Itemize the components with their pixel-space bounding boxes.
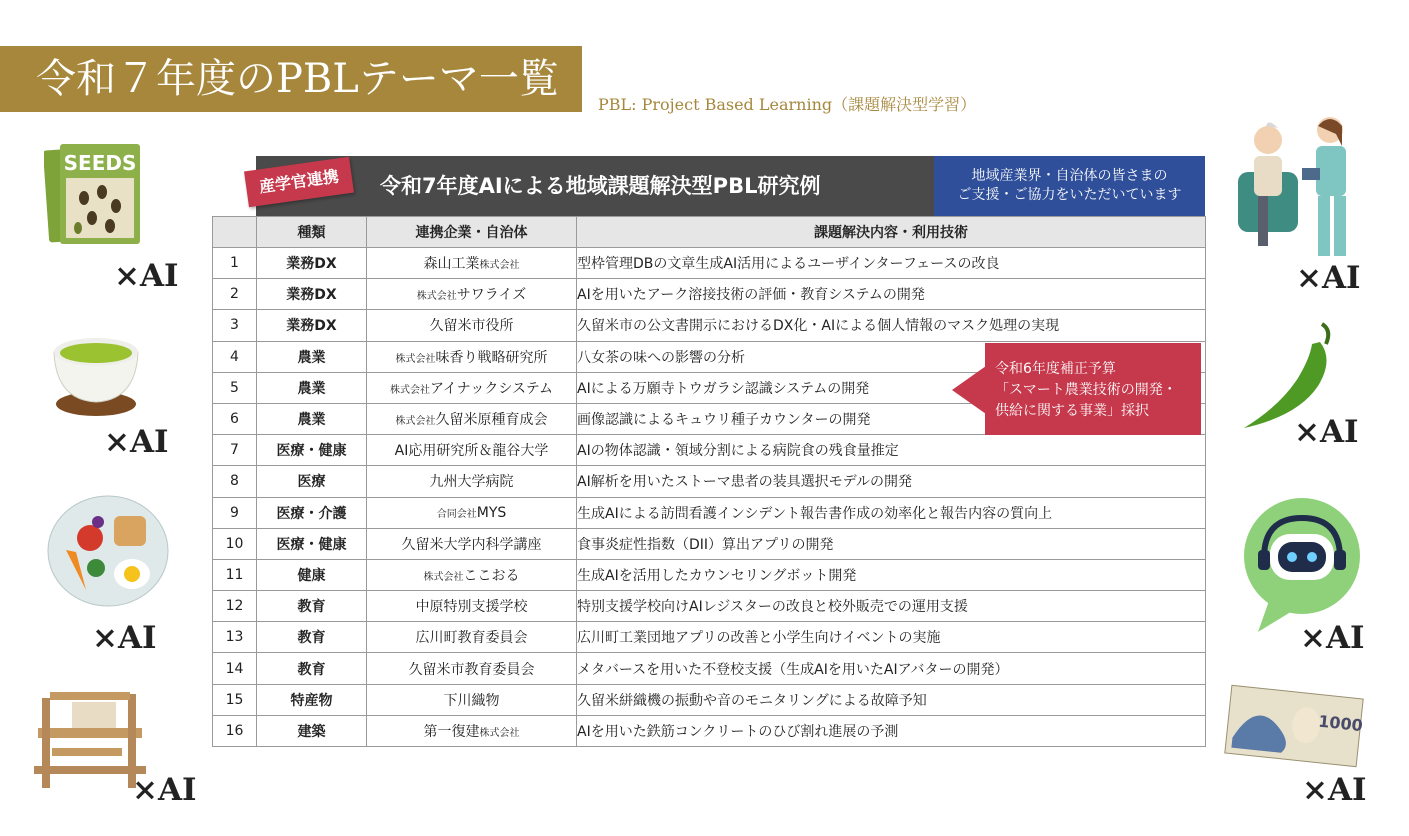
row-number: 5	[213, 372, 257, 403]
row-partner	[367, 435, 577, 466]
row-description: AIによる万願寺トウガラシ認識システムの開発	[577, 372, 1206, 403]
table-row	[213, 591, 1206, 622]
times-ai-label-5: ×AI	[1296, 260, 1361, 296]
row-number: 4	[213, 341, 257, 372]
column-header-number	[213, 217, 257, 248]
partner-name: MYS	[476, 504, 507, 521]
caregiver-patient-icon	[1238, 112, 1364, 262]
table-row	[213, 279, 1206, 310]
table-row	[213, 622, 1206, 653]
row-category: 健康	[257, 559, 367, 590]
row-partner	[367, 559, 577, 590]
row-partner	[367, 310, 577, 341]
row-description: 久留米市の公文書開示におけるDX化・AIによる個人情報のマスク処理の実現	[577, 310, 1206, 341]
row-category: 教育	[257, 591, 367, 622]
times-ai-label-3: ×AI	[92, 620, 157, 656]
partner-suffix: 株式会社	[479, 260, 520, 272]
chatbot-icon	[1240, 498, 1364, 634]
partner-suffix: 株式会社	[479, 727, 520, 739]
times-ai-label-4: ×AI	[132, 772, 197, 808]
partner-name: 九州大学病院	[429, 474, 514, 491]
column-header-partner: 連携企業・自治体	[367, 217, 577, 248]
page-title: 令和７年度のPBLテーマ一覧	[0, 46, 582, 112]
partner-name: 久留米大学内科学講座	[401, 536, 542, 553]
loom-icon	[32, 688, 148, 792]
row-category: 業務DX	[257, 310, 367, 341]
subsidy-callout	[985, 343, 1201, 435]
row-description: 食事炎症性指数（DII）算出アプリの開発	[577, 528, 1206, 559]
table-row	[213, 310, 1206, 341]
support-note-line-2: ご支援・ご協力をいただいています	[957, 187, 1182, 203]
table-row	[213, 684, 1206, 715]
row-partner	[367, 684, 577, 715]
partner-name: 下川織物	[443, 692, 500, 709]
partner-name: ここおる	[463, 567, 520, 584]
row-partner	[367, 279, 577, 310]
partner-prefix: 株式会社	[416, 291, 457, 303]
partner-prefix: 株式会社	[389, 384, 430, 396]
callout-line-2: 「スマート農業技術の開発・	[995, 382, 1177, 398]
row-number: 14	[213, 653, 257, 684]
row-number: 1	[213, 248, 257, 279]
times-ai-label-1: ×AI	[114, 258, 179, 294]
row-number: 16	[213, 715, 257, 746]
table-row	[213, 559, 1206, 590]
green-tea-icon	[50, 322, 142, 420]
row-description: 久留米絣織機の振動や音のモニタリングによる故障予知	[577, 684, 1206, 715]
row-category: 医療	[257, 466, 367, 497]
table-row	[213, 435, 1206, 466]
times-ai-label-8: ×AI	[1302, 772, 1367, 808]
partner-name: 久留米市教育委員会	[408, 661, 535, 678]
meal-plate-icon	[46, 494, 170, 608]
table-row	[213, 497, 1206, 528]
table-header-title: 令和7年度AIによる地域課題解決型PBL研究例	[380, 174, 821, 198]
row-partner	[367, 653, 577, 684]
row-category: 教育	[257, 653, 367, 684]
row-category: 業務DX	[257, 279, 367, 310]
row-category: 医療・介護	[257, 497, 367, 528]
support-note-line-1: 地域産業界・自治体の皆さまの	[971, 168, 1168, 184]
row-partner	[367, 248, 577, 279]
partner-name: 味香り戦略研究所	[435, 349, 548, 366]
table-row	[213, 248, 1206, 279]
partner-name: 広川町教育委員会	[415, 630, 528, 647]
partner-prefix: 株式会社	[395, 353, 436, 365]
row-description: 広川町工業団地アプリの改善と小学生向けイベントの実施	[577, 622, 1206, 653]
banknote-denomination: 1000	[1317, 711, 1364, 736]
table-row	[213, 653, 1206, 684]
times-ai-label-7: ×AI	[1300, 620, 1365, 656]
times-ai-label-6: ×AI	[1294, 414, 1359, 450]
callout-line-1: 令和6年度補正予算	[995, 361, 1116, 377]
partner-prefix: 株式会社	[395, 416, 436, 428]
row-number: 2	[213, 279, 257, 310]
row-description: 型枠管理DBの文章生成AI活用によるユーザインターフェースの改良	[577, 248, 1206, 279]
row-partner	[367, 497, 577, 528]
column-header-category: 種類	[257, 217, 367, 248]
table-row	[213, 715, 1206, 746]
row-description: 生成AIによる訪問看護インシデント報告書作成の効率化と報告内容の質向上	[577, 497, 1206, 528]
support-note	[934, 156, 1205, 216]
row-number: 12	[213, 591, 257, 622]
seed-packet-icon	[44, 140, 144, 248]
partner-name: 中原特別支援学校	[415, 599, 528, 616]
partner-name: AI応用研究所＆龍谷大学	[394, 443, 549, 460]
callout-arrow-icon	[952, 366, 986, 414]
row-category: 農業	[257, 403, 367, 434]
times-ai-label-2: ×AI	[104, 424, 169, 460]
row-category: 業務DX	[257, 248, 367, 279]
row-number: 11	[213, 559, 257, 590]
row-description: AIを用いたアーク溶接技術の評価・教育システムの開発	[577, 279, 1206, 310]
partner-name: 久留米市役所	[429, 318, 514, 335]
row-description: 画像認識によるキュウリ種子カウンターの開発	[577, 403, 1206, 434]
table-row	[213, 466, 1206, 497]
row-description: 八女茶の味への影響の分析	[577, 341, 1206, 372]
partner-prefix: 合同会社	[436, 508, 477, 520]
row-number: 7	[213, 435, 257, 466]
row-number: 10	[213, 528, 257, 559]
banknote-icon	[1224, 684, 1364, 768]
row-partner	[367, 403, 577, 434]
row-description: AIを用いた鉄筋コンクリートのひび割れ進展の予測	[577, 715, 1206, 746]
row-category: 特産物	[257, 684, 367, 715]
row-number: 13	[213, 622, 257, 653]
table-row	[213, 528, 1206, 559]
column-header-description: 課題解決内容・利用技術	[577, 217, 1206, 248]
industry-academia-government-badge: 産学官連携	[244, 157, 354, 207]
seed-packet-label: SEEDS	[63, 151, 137, 175]
row-description: AI解析を用いたストーマ患者の装具選択モデルの開発	[577, 466, 1206, 497]
partner-name: 久留米原種育成会	[435, 412, 548, 429]
row-category: 農業	[257, 372, 367, 403]
row-category: 建築	[257, 715, 367, 746]
partner-name: 第一復建	[423, 723, 480, 740]
callout-line-3: 供給に関する事業」採択	[995, 403, 1149, 419]
row-category: 農業	[257, 341, 367, 372]
row-partner	[367, 715, 577, 746]
row-partner	[367, 622, 577, 653]
row-number: 8	[213, 466, 257, 497]
row-description: AIの物体認識・領域分割による病院食の残食量推定	[577, 435, 1206, 466]
row-number: 6	[213, 403, 257, 434]
row-description: 特別支援学校向けAIレジスターの改良と校外販売での運用支援	[577, 591, 1206, 622]
row-category: 教育	[257, 622, 367, 653]
table-header-row	[213, 217, 1206, 248]
partner-prefix: 株式会社	[423, 571, 464, 583]
row-category: 医療・健康	[257, 435, 367, 466]
row-partner	[367, 528, 577, 559]
row-description: 生成AIを活用したカウンセリングボット開発	[577, 559, 1206, 590]
pbl-theme-table	[212, 216, 1206, 747]
partner-name: サワライズ	[456, 287, 527, 304]
partner-name: 森山工業	[423, 256, 480, 273]
row-number: 3	[213, 310, 257, 341]
partner-name: アイナックシステム	[429, 380, 554, 397]
row-number: 15	[213, 684, 257, 715]
row-partner	[367, 591, 577, 622]
row-partner	[367, 466, 577, 497]
row-description: メタバースを用いた不登校支援（生成AIを用いたAIアバターの開発）	[577, 653, 1206, 684]
row-number: 9	[213, 497, 257, 528]
row-partner	[367, 372, 577, 403]
row-category: 医療・健康	[257, 528, 367, 559]
table-body	[213, 248, 1206, 747]
page-subtitle: PBL: Project Based Learning（課題解決型学習）	[598, 95, 977, 114]
row-partner	[367, 341, 577, 372]
